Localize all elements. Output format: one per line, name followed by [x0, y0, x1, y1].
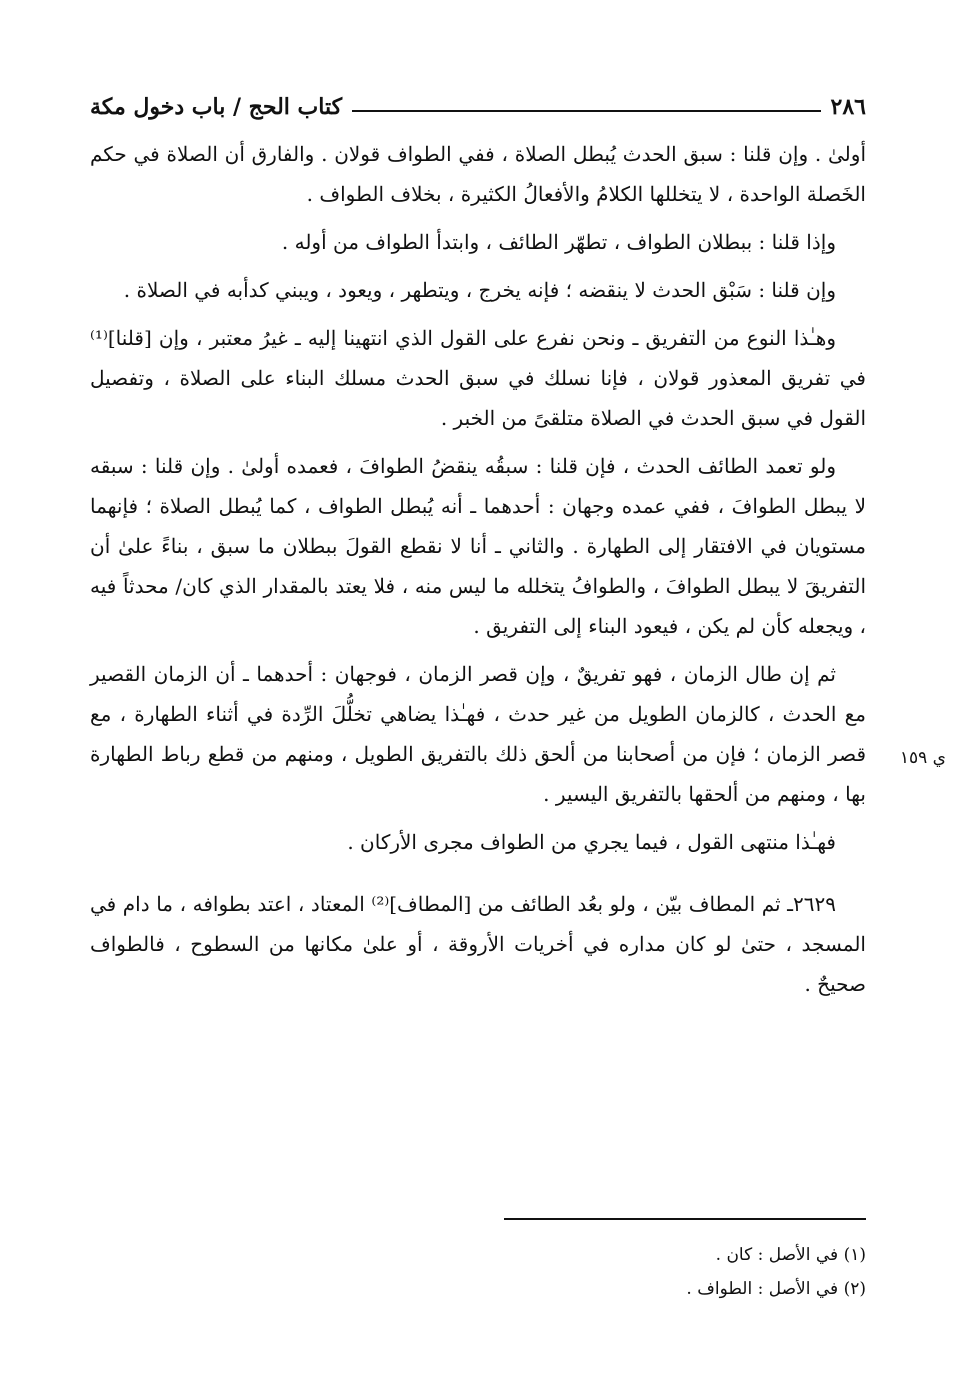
footnote — [90, 1238, 866, 1272]
page-number: ٢٨٦ — [830, 94, 866, 120]
paragraph: ولو تعمد الطائف الحدث ، فإن قلنا : سبقُه ينقضُ الطوافَ ، فعمده أولىٰ . وإن قلنا : سبقه لا يبطل الطوافَ ، ففي عمده وجهان : أحدهما ـ أنه يُبطل الطواف ، كما يُبطل الصلاة ؛ فإنهما مستويان في الافتقار إلى الطهارة . والثاني ـ أنا لا نقطع القولَ ببطلان ما سبق ، بناءً علىٰ أن التفريقَ لا يبطل الطوافَ ، والطوافُ يتخلله ما ليس منه ، فلا يعتد بالمقدار الذي كان/ محدثاً فيه ، ويجعله كأن لم يكن ، فيعود البناء إلى التفريق . — [90, 454, 866, 638]
footnote-text: في الأصل : كان . — [715, 1245, 839, 1265]
footnote-text: في الأصل : الطواف . — [686, 1279, 839, 1299]
paragraph: وإذا قلنا : ببطلان الطواف ، تطهّر الطائف ، وابتدأ الطواف من أوله . — [281, 230, 836, 254]
footnote-marker: (١) — [843, 1245, 866, 1265]
running-header — [90, 86, 866, 120]
main-text — [90, 134, 866, 1012]
paragraph: أولىٰ . وإن قلنا : سبق الحدث يُبطل الصلاة ، ففي الطواف قولان . والفارق أن الصلاة في حكم الخَصلة الواحدة ، لا يتخللها الكلامُ والأفعالُ الكثيرة ، بخلاف الطواف . — [90, 142, 866, 206]
running-title: كتاب الحج / باب دخول مكة — [90, 94, 343, 120]
footnote-rule — [504, 1218, 866, 1220]
footnotes — [90, 1238, 866, 1306]
footnote — [90, 1272, 866, 1306]
margin-manuscript-ref: ي ١٥٩ — [899, 748, 946, 768]
numbered-paragraph: ٢٦٢٩ـ ثم المطاف بيّن ، ولو بعُد الطائف من [المطاف]⁽²⁾ المعتاد ، اعتد بطوافه ، ما دام في المسجد ، حتىٰ لو كان مداره في أخريات الأروقة ، أو علىٰ مكانها من السطوح ، فالطواف صحيحٌ . — [90, 892, 866, 996]
paragraph: ثم إن طال الزمان ، فهو تفريقٌ ، وإن قصر الزمان ، فوجهان : أحدهما ـ أن الزمان القصير مع الحدث ، كالزمان الطويل من غير حدث ، فهـٰذا يضاهي تخلُّلَ الرِّدة في أثناء الطهارة ، مع قصر الزمان ؛ فإن من أصحابنا من ألحق ذلك بالتفريق الطويل ، ومنهم من قطع رباط الطهارة بها ، ومنهم من ألحقها بالتفريق اليسير . — [90, 662, 866, 806]
header-rule — [352, 110, 820, 112]
paragraph: فهـٰذا منتهى القول ، فيما يجري من الطواف مجرى الأركان . — [347, 830, 836, 854]
paragraph: وهـٰذا النوع من التفريق ـ ونحن نفرع على القول الذي انتهينا إليه ـ غيرُ معتبر ، وإن [قلنا]⁽¹⁾ في تفريق المعذور قولان ، فإنا نسلك في سبق الحدث مسلك البناء على الصلاة ، وتفصيل القول في سبق الحدث في الصلاة متلقىً من الخبر . — [90, 326, 866, 430]
footnote-marker: (٢) — [843, 1279, 866, 1299]
paragraph: وإن قلنا : سَبْق الحدث لا ينقضه ؛ فإنه يخرج ، ويتطهر ، ويعود ، ويبني كدأبه في الصلاة . — [123, 278, 836, 302]
